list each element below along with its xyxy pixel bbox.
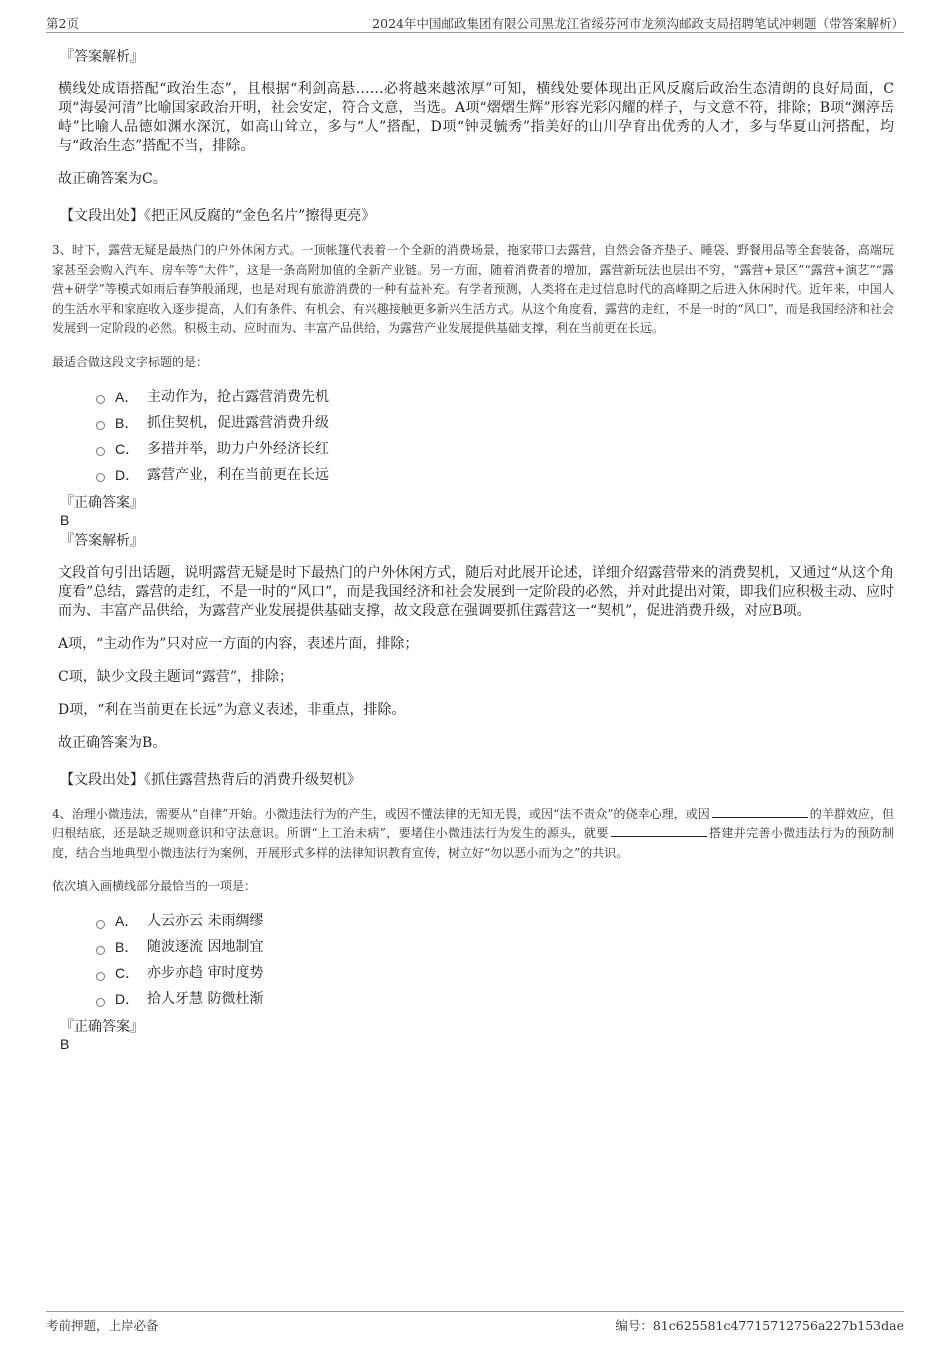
q4-option-c[interactable]	[96, 960, 894, 986]
option-letter: A．	[115, 913, 139, 929]
q3-analysis-d: D项，“利在当前更在长远”为意义表述，非重点，排除。	[58, 701, 406, 718]
option-letter: D．	[115, 466, 140, 483]
q3-analysis-c: C项，缺少文段主题词“露营”，排除；	[58, 668, 294, 685]
q4-option-d[interactable]	[96, 986, 894, 1012]
q2-analysis-label: 『答案解析』	[60, 49, 144, 65]
page-footer	[46, 1311, 904, 1335]
q4-prompt: 依次填入画横线部分最恰当的一项是：	[52, 879, 257, 893]
page-header	[46, 14, 904, 33]
option-text: 抓住契机，促进露营消费升级	[147, 414, 329, 431]
q3-option-c[interactable]	[96, 436, 894, 462]
q3-option-d[interactable]	[96, 462, 894, 488]
option-text: 人云亦云 未雨绸缪	[147, 913, 264, 929]
q3-analysis-paragraph: 文段首句引出话题，说明露营无疑是时下最热门的户外休闲方式，随后对此展开论述，详细介绍露营带来的消费契机，又通过“从这个角度看”总结，露营的走红，不是一时的“风口”，而是我国经济和社会发展到一定阶段的必然，并对此提出对策，即我们应积极主动、应时而为、丰富产品供给，为露营产业发展提供基础支撑，故文段意在强调要抓住露营这一“契机”，促进消费升级，对应B项。	[58, 564, 894, 619]
q3-source: 【文段出处】《抓住露营热背后的消费升级契机》	[60, 771, 361, 788]
fill-blank-2	[611, 824, 707, 837]
document-code: 编号：81c625581c47715712756a227b153dae	[615, 1318, 904, 1333]
radio-icon[interactable]	[96, 447, 105, 456]
option-text: 随波逐流 因地制宜	[147, 939, 264, 955]
q3-option-b[interactable]	[96, 410, 894, 436]
option-letter: A．	[115, 388, 139, 405]
q3-answer-label: 『正确答案』	[60, 494, 144, 511]
q3-analysis-label: 『答案解析』	[60, 532, 144, 549]
q3-analysis-a: A项，“主动作为”只对应一方面的内容，表述片面，排除；	[58, 635, 419, 652]
q4-stem-part2: 的羊群效应，但归根结底，还是缺乏规则意识和守法意识。所谓“上工治未病”，要堵住小微违法行为发生的源头，就要	[52, 806, 894, 840]
q2-analysis-paragraph: 横线处成语搭配“政治生态”，且根据“利剑高悬……必将越来越浓厚”可知，横线处要体现出正风反腐后政治生态清朗的良好局面，C项“海晏河清”比喻国家政治开明，社会安定，符合文意，当选。A项“熠熠生辉”形容光彩闪耀的样子，与文意不符，排除；B项“渊渟岳峙”比喻人品德如渊水深沉，如高山耸立，多与“人”搭配，D项“钟灵毓秀”指美好的山川孕育出优秀的人才，多与华夏山河搭配，均与“政治生态”搭配不当，排除。	[58, 81, 894, 154]
page-content	[52, 40, 894, 1052]
q4-option-b[interactable]	[96, 934, 894, 960]
q4-stem	[52, 805, 894, 864]
q3-prompt: 最适合做这段文字标题的是：	[52, 354, 209, 369]
page-number: 第2页	[46, 16, 79, 31]
radio-icon[interactable]	[96, 395, 105, 404]
footer-slogan: 考前押题，上岸必备	[46, 1318, 159, 1333]
q4-answer: B	[60, 1036, 70, 1052]
radio-icon[interactable]	[96, 946, 105, 955]
radio-icon[interactable]	[96, 421, 105, 430]
document-title: 2024年中国邮政集团有限公司黑龙江省绥芬河市龙须沟邮政支局招聘笔试冲刺题（带答案解析）	[372, 16, 904, 31]
q4-option-a[interactable]	[96, 908, 894, 934]
fill-blank-1	[712, 805, 808, 818]
option-letter: C．	[115, 440, 140, 457]
option-text: 亦步亦趋 审时度势	[147, 965, 264, 981]
q2-source: 【文段出处】《把正风反腐的“金色名片”擦得更亮》	[60, 208, 376, 224]
option-letter: B．	[115, 414, 139, 431]
option-letter: C．	[115, 965, 140, 981]
option-letter: B．	[115, 939, 139, 955]
q4-options	[96, 908, 894, 1012]
q3-stem: 3、时下，露营无疑是最热门的户外休闲方式。一顶帐篷代表着一个全新的消费场景，拖家带口去露营，自然会备齐垫子、睡袋、野餐用品等全套装备，高端玩家甚至会购入汽车、房车等“大件”，这是一条高附加值的全新产业链。另一方面，随着消费者的增加，露营新玩法也层出不穷，“露营+景区”“露营+演艺”“露营+研学”等模式如雨后春笋般涌现，也是对现有旅游消费的一种有益补充。有学者预测，人类将在走过信息时代的高峰期之后进入休闲时代。近年来，中国人的生活水平和家庭收入逐步提高，人们有条件、有机会、有兴趣接触更多新兴生活方式。从这个角度看，露营的走红，不是一时的“风口”，而是我国经济和社会发展到一定阶段的必然。积极主动、应时而为、丰富产品供给，为露营产业发展提供基础支撑，利在当前更在长远。	[52, 243, 894, 335]
q4-stem-part1: 4、治理小微违法，需要从“自律”开始。小微违法行为的产生，或因不懂法律的无知无畏，或因“法不责众”的侥幸心理，或因	[52, 806, 710, 821]
q3-conclusion: 故正确答案为B。	[58, 734, 167, 751]
option-text: 主动作为，抢占露营消费先机	[147, 388, 329, 405]
option-letter: D．	[115, 991, 140, 1007]
radio-icon[interactable]	[96, 473, 105, 482]
q4-stem-part3: 搭建并完善小微违法行为的预防制度，结合当地典型小微违法行为案例，开展形式多样的法律知识教育宣传，树立好“勿以恶小而为之”的共识。	[52, 826, 894, 860]
q3-option-a[interactable]	[96, 384, 894, 410]
option-text: 露营产业，利在当前更在长远	[147, 466, 329, 483]
radio-icon[interactable]	[96, 972, 105, 981]
q3-options	[96, 384, 894, 488]
q2-conclusion: 故正确答案为C。	[58, 171, 167, 187]
q3-answer: B	[60, 511, 70, 528]
q4-answer-label: 『正确答案』	[60, 1019, 144, 1035]
radio-icon[interactable]	[96, 920, 105, 929]
option-text: 多措并举，助力户外经济长红	[147, 440, 329, 457]
option-text: 拾人牙慧 防微杜渐	[147, 991, 264, 1007]
radio-icon[interactable]	[96, 998, 105, 1007]
